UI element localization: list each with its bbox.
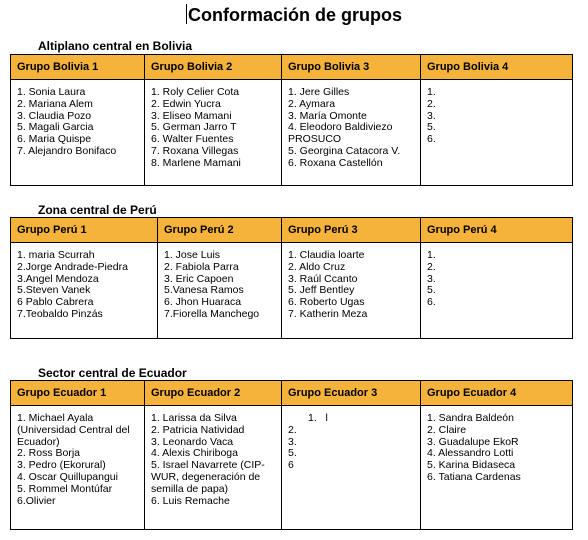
page-title-text: Conformación de grupos [187,5,402,25]
member-item: 5. Jeff Bentley [288,284,355,297]
member-item: 2. Ross Borja [17,447,81,460]
member-item: 3. María Omonte [288,109,367,122]
section-title-bolivia: Altiplano central en Bolivia [38,39,193,53]
member-item: 1. Jose Luis [164,249,221,261]
member-item: 6. [427,133,436,146]
member-item: 5. [427,284,436,297]
member-item: 7.Fiorella Manchego [164,307,260,320]
member-item: 7.Teobaldo Pinzás [17,307,103,320]
member-item: 1. Roly Celier Cota [151,86,240,98]
member-item: 6. Roberto Ugas [288,296,365,309]
member-item: 6.Olivier [17,494,56,507]
member-item: 6. Luis Remache [151,494,230,507]
member-item: 1. Jere Gilles [288,86,350,98]
member-item: 5. Magali Garcia [17,121,94,134]
member-item: 6 Pablo Cabrera [17,296,94,309]
member-item: 1. Sonia Laura [17,86,86,98]
group-members [421,406,573,530]
group-header: Grupo Ecuador 4 [421,381,573,406]
member-item: 8. Marlene Mamani [151,156,241,169]
member-item: 1. [427,249,436,261]
member-item: 3. Claudia Pozo [17,109,92,122]
group-header: Grupo Ecuador 1 [11,381,145,406]
member-item: 2. Edwin Yucra [151,97,221,110]
member-item: 1. Sandra Baldeón [427,412,514,424]
member-item: 3. Eric Capoen [164,272,234,285]
member-item: 1. Larissa da Silva [151,412,237,424]
group-members [421,243,573,339]
member-item: 6. Roxana Castellón [288,156,383,169]
member-item: 6. Walter Fuentes [151,133,234,146]
member-item: 3. Leonardo Vaca [151,435,234,448]
member-item: 1. Claudia loarte [288,249,365,261]
member-item: 2. Fabiola Parra [164,260,239,273]
group-members [282,406,421,530]
member-item: 6. Tatiana Cardenas [427,470,521,483]
groups-table-peru [10,217,573,339]
group-members [421,80,573,186]
member-item: 3. Pedro (Ekorural) [17,459,106,472]
member-item: 5. [288,447,297,460]
groups-table-ecuador [10,380,573,530]
member-item: 2. Patricia Natividad [151,423,245,436]
section-title-peru: Zona central de Perú [38,203,157,217]
member-item: 5. Rommel Montúfar [17,482,113,495]
group-members [145,80,282,186]
section-title-ecuador: Sector central de Ecuador [38,366,187,380]
groups-table-bolivia [10,54,573,186]
member-item: 2. Aldo Cruz [288,260,346,273]
member-item: 3.Angel Mendoza [17,272,99,285]
member-item: 5. German Jarro T [151,121,237,134]
member-item: 1. Michael Ayala (Universidad Central del Ecuador) [17,412,133,448]
group-members [11,243,158,339]
member-item: 6. [427,296,436,309]
text-cursor [186,4,187,24]
group-members [282,80,421,186]
group-header: Grupo Ecuador 3 [282,381,421,406]
member-item: 1. [427,86,436,98]
member-item: 2. [427,260,436,273]
group-members [158,243,282,339]
member-item: 7. Roxana Villegas [151,144,239,157]
group-header: Grupo Bolivia 1 [11,55,145,80]
member-item: 3. [427,272,436,285]
member-item: 3. [427,109,436,122]
group-header: Grupo Perú 3 [282,218,421,243]
group-members [11,406,145,530]
member-item: 2. Claire [427,423,467,436]
member-item: 4. Eleodoro Baldiviezo PROSUCO [288,121,396,146]
group-members [11,80,145,186]
member-item: 3. Guadalupe EkoR [427,435,519,448]
group-members [145,406,282,530]
member-item: 3. [288,435,297,448]
member-item: 6 [288,459,294,472]
member-item: 5.Steven Vanek [17,284,91,297]
member-item: 3. Raúl Ccanto [288,272,358,285]
member-item: 2. Mariana Alem [17,97,93,110]
group-header: Grupo Ecuador 2 [145,381,282,406]
member-item: 2. [427,97,436,110]
group-header: Grupo Bolivia 4 [421,55,573,80]
member-item: 6. Jhon Huaraca [164,296,242,309]
member-item: 2.Jorge Andrade-Piedra [17,260,128,273]
member-item: 5. Israel Navarrete (CIP-WUR, degeneración de semilla de papa) [151,459,265,495]
page-title [0,4,588,26]
group-header: Grupo Bolivia 3 [282,55,421,80]
group-members [282,243,421,339]
member-item: 1. l [308,412,328,424]
member-item: 2. Aymara [288,97,336,110]
member-item: 6. Maria Quispe [17,133,92,146]
member-item: 5. Georgina Catacora V. [288,144,401,157]
group-header: Grupo Perú 2 [158,218,282,243]
member-item: 5.Vanesa Ramos [164,284,244,297]
group-header: Grupo Perú 4 [421,218,573,243]
member-item: 7. Katherin Meza [288,307,368,320]
member-item: 5. [427,121,436,134]
group-header: Grupo Perú 1 [11,218,158,243]
member-item: 5. Karina Bidaseca [427,459,516,472]
member-item: 7. Alejandro Bonifaco [17,144,117,157]
member-item: 4. Alessandro Lotti [427,447,514,460]
group-header: Grupo Bolivia 2 [145,55,282,80]
member-item: 2. [288,423,297,436]
member-item: 1. maria Scurrah [17,249,95,261]
member-item: 3. Eliseo Mamani [151,109,232,122]
member-item: 4. Oscar Quillupangui [17,470,118,483]
member-item: 4. Alexis Chiriboga [151,447,238,460]
